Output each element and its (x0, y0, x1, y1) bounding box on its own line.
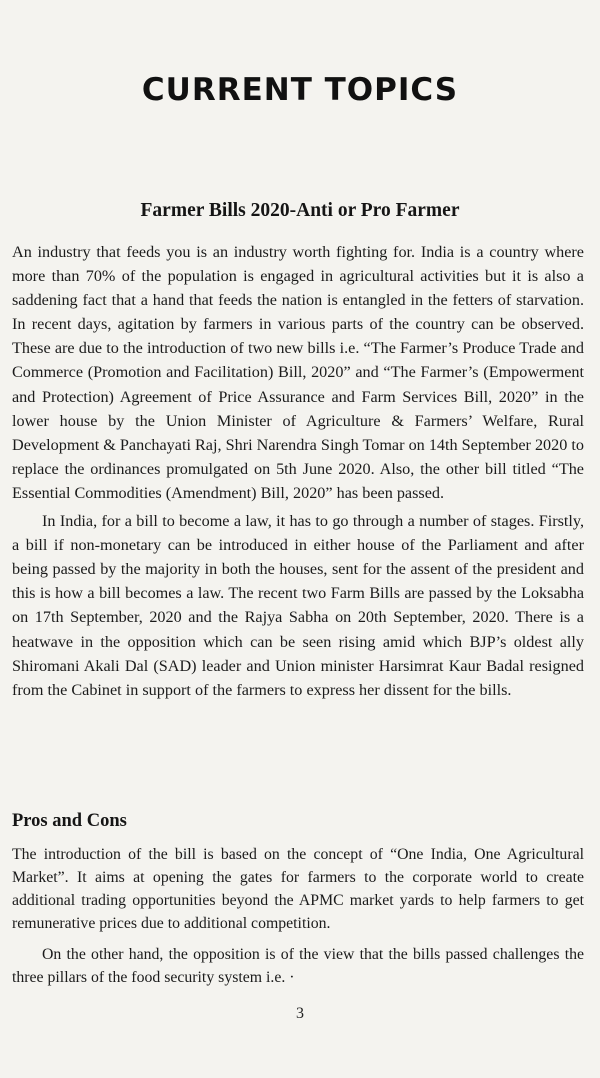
section-heading: Pros and Cons (12, 811, 127, 831)
page-number: 3 (296, 1005, 304, 1022)
article-body (12, 240, 584, 702)
body-paragraph: The introduction of the bill is based on the concept of “One India, One Agricultural Market”. It aims at opening the gates for farmers to the corporate world to create additional trading opportunities beyond the APMC market yards to help farmers to get remunerative prices due to additional competition. (12, 846, 584, 932)
body-paragraph: In India, for a bill to become a law, it has to go through a number of stages. Firstly, a bill if non-monetary can be introduced in either house of the Parliament and after being passed by the majority in both the houses, sent for the assent of the president and this is how a bill becomes a law. The recent two Farm Bills are passed by the Loksabha on 17th September, 2020 and the Rajya Sabha on 20th September, 2020. There is a heatwave in the opposition which can be seen rising amid which BJP’s oldest ally Shiromani Akali Dal (SAD) leader and Union minister Harsimrat Kaur Badal resigned from the Cabinet in support of the farmers to express her dissent for the bills. (12, 512, 584, 699)
running-header: CURRENT TOPICS (141, 72, 459, 108)
body-paragraph: An industry that feeds you is an industry worth fighting for. India is a country where more than 70% of the population is engaged in agricultural activities but it is also a saddening fact that a hand that feeds the nation is entangled in the fetters of starvation. In recent days, agitation by farmers in various parts of the country can be observed. These are due to the introduction of two new bills i.e. “The Farmer’s Produce Trade and Commerce (Promotion and Facilitation) Bill, 2020” and “The Farmer’s (Empowerment and Protection) Agreement of Price Assurance and Farm Services Bill, 2020” in the lower house by the Union Minister of Agriculture & Farmers’ Welfare, Rural Development & Panchayati Raj, Shri Narendra Singh Tomar on 14th September 2020 to replace the ordinances promulgated on 5th June 2020. Also, the other bill titled “The Essential Commodities (Amendment) Bill, 2020” has been passed. (12, 243, 584, 502)
pros-cons-section (12, 809, 584, 989)
article-title: Farmer Bills 2020-Anti or Pro Farmer (140, 200, 460, 221)
body-paragraph: On the other hand, the opposition is of the view that the bills passed challenges the three pillars of the food security system i.e. · (12, 946, 584, 986)
